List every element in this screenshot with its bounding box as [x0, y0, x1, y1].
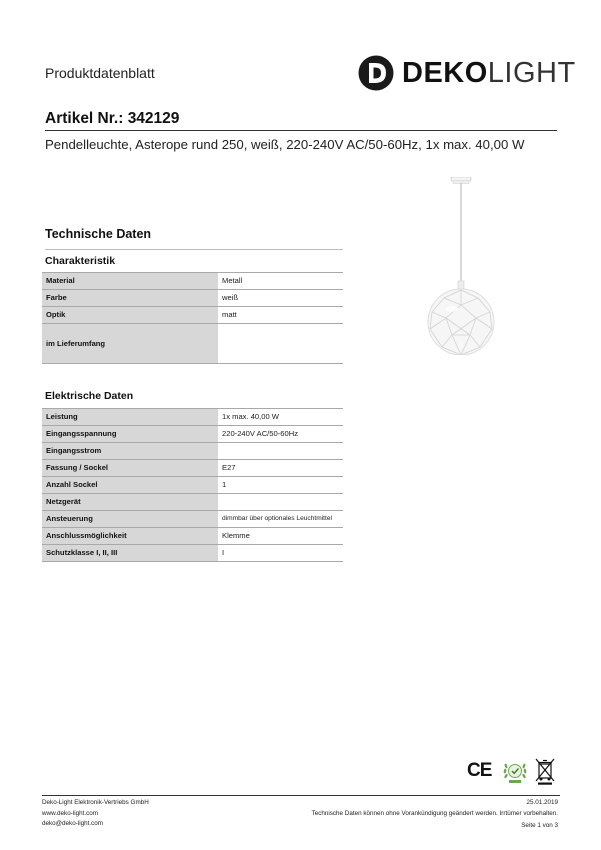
table-row — [42, 545, 343, 562]
article-description: Pendelleuchte, Asterope rund 250, weiß, 220-240V AC/50-60Hz, 1x max. 40,00 W — [45, 137, 525, 152]
table-row — [42, 494, 343, 511]
header-divider — [45, 130, 557, 131]
brand-bold-text: DEKO — [402, 57, 488, 89]
footer-website: www.deko-light.com — [42, 809, 98, 817]
brand-light-text: LIGHT — [487, 57, 576, 89]
technical-data-title: Technische Daten — [45, 227, 152, 241]
table-row — [42, 409, 343, 426]
spec-value: Metall — [218, 273, 343, 290]
table-row — [42, 307, 343, 324]
spec-key: Anzahl Sockel — [42, 477, 218, 494]
spec-value — [218, 494, 343, 511]
table-row — [42, 273, 343, 290]
spec-value: 1x max. 40,00 W — [218, 409, 343, 426]
footer-legal-info — [312, 798, 558, 819]
brand-wordmark — [402, 58, 576, 88]
spec-key: Leistung — [42, 409, 218, 426]
spec-key: Schutzklasse I, II, III — [42, 545, 218, 562]
spec-value: I — [218, 545, 343, 562]
spec-value: weiß — [218, 290, 343, 307]
spec-key: Netzgerät — [42, 494, 218, 511]
spec-value: dimmbar über optionales Leuchtmittel — [218, 511, 343, 528]
spec-key: im Lieferumfang — [42, 324, 218, 364]
table-row — [42, 426, 343, 443]
table-row — [42, 528, 343, 545]
spec-value: matt — [218, 307, 343, 324]
table-row — [42, 460, 343, 477]
footer-date: 25.01.2019 — [526, 799, 558, 806]
electrical-data-title: Elektrische Daten — [45, 390, 134, 402]
spec-value: 220-240V AC/50-60Hz — [218, 426, 343, 443]
spec-key: Material — [42, 273, 218, 290]
spec-key: Eingangsstrom — [42, 443, 218, 460]
document-type-label: Produktdatenblatt — [45, 65, 155, 81]
electrical-table — [42, 408, 343, 562]
spec-key: Fassung / Sockel — [42, 460, 218, 477]
logo-mark-icon — [358, 55, 394, 91]
spec-value: E27 — [218, 460, 343, 477]
footer-company: Deko-Light Elektronik-Vertriebs GmbH — [42, 799, 149, 806]
spec-key: Farbe — [42, 290, 218, 307]
page-number: Seite 1 von 3 — [521, 822, 558, 829]
spec-key: Ansteuerung — [42, 511, 218, 528]
table-row — [42, 443, 343, 460]
spec-key: Optik — [42, 307, 218, 324]
brand-logo — [358, 55, 576, 91]
footer-company-info — [42, 798, 149, 830]
footer-disclaimer: Technische Daten können ohne Vorankündigung geändert werden. Irrtümer vorbehalten. — [311, 809, 558, 817]
table-row — [42, 511, 343, 528]
spec-value: 1 — [218, 477, 343, 494]
footer-email: deko@deko-light.com — [42, 820, 103, 827]
spec-value: Klemme — [218, 528, 343, 545]
characteristics-title: Charakteristik — [45, 255, 116, 267]
weee-bin-icon — [535, 757, 555, 785]
spec-value — [218, 324, 343, 364]
eco-laurel-icon — [500, 756, 530, 786]
ce-mark-icon: CE — [467, 760, 492, 781]
spec-key: Eingangsspannung — [42, 426, 218, 443]
section-divider — [45, 249, 343, 250]
spec-value — [218, 443, 343, 460]
footer-divider — [42, 795, 560, 796]
characteristics-table — [42, 272, 343, 364]
table-row — [42, 290, 343, 307]
table-row — [42, 324, 343, 364]
table-row — [42, 477, 343, 494]
spec-key: Anschlussmöglichkeit — [42, 528, 218, 545]
article-number: Artikel Nr.: 342129 — [45, 110, 180, 127]
product-image — [422, 177, 500, 355]
certification-marks — [467, 756, 557, 786]
